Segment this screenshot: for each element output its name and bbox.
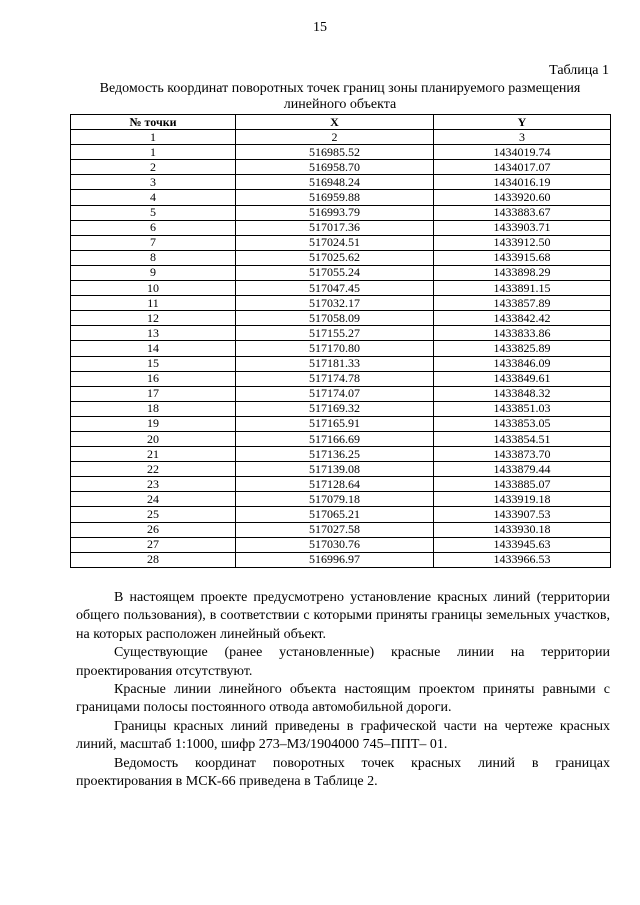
table-label: Таблица 1 [549, 63, 609, 78]
cell-point-number: 24 [71, 492, 236, 507]
table-body [71, 145, 611, 568]
column-number: 1 [71, 130, 236, 145]
cell-y: 1433848.32 [434, 386, 611, 401]
cell-y: 1434016.19 [434, 175, 611, 190]
cell-point-number: 3 [71, 175, 236, 190]
table-row [71, 190, 611, 205]
cell-point-number: 14 [71, 341, 236, 356]
cell-y: 1433907.53 [434, 507, 611, 522]
cell-y: 1433854.51 [434, 431, 611, 446]
cell-x: 516996.97 [236, 552, 434, 567]
cell-y: 1433903.71 [434, 220, 611, 235]
cell-point-number: 22 [71, 462, 236, 477]
table-row [71, 281, 611, 296]
cell-y: 1433873.70 [434, 447, 611, 462]
cell-point-number: 10 [71, 281, 236, 296]
cell-point-number: 12 [71, 311, 236, 326]
coordinates-table [70, 114, 611, 568]
cell-y: 1433912.50 [434, 235, 611, 250]
table-header-row [71, 115, 611, 130]
cell-point-number: 1 [71, 145, 236, 160]
cell-y: 1433879.44 [434, 462, 611, 477]
cell-x: 517155.27 [236, 326, 434, 341]
cell-x: 517047.45 [236, 281, 434, 296]
cell-point-number: 6 [71, 220, 236, 235]
page-number: 15 [313, 20, 327, 35]
table-row [71, 447, 611, 462]
table-row [71, 492, 611, 507]
cell-x: 517017.36 [236, 220, 434, 235]
cell-point-number: 27 [71, 537, 236, 552]
cell-y: 1433851.03 [434, 401, 611, 416]
cell-y: 1433846.09 [434, 356, 611, 371]
cell-point-number: 28 [71, 552, 236, 567]
cell-y: 1433891.15 [434, 281, 611, 296]
cell-y: 1433825.89 [434, 341, 611, 356]
table-row [71, 205, 611, 220]
header-x: X [236, 115, 434, 130]
cell-point-number: 23 [71, 477, 236, 492]
cell-y: 1433945.63 [434, 537, 611, 552]
cell-point-number: 26 [71, 522, 236, 537]
paragraph: В настоящем проекте предусмотрено установление красных линий (территории общего пользования), в соответствии с которыми приняты границы земельных участков, на которых расположен линейный объект. [76, 590, 610, 642]
cell-point-number: 21 [71, 447, 236, 462]
cell-y: 1434019.74 [434, 145, 611, 160]
cell-x: 516993.79 [236, 205, 434, 220]
cell-y: 1433885.07 [434, 477, 611, 492]
cell-point-number: 25 [71, 507, 236, 522]
cell-y: 1433966.53 [434, 552, 611, 567]
cell-x: 517058.09 [236, 311, 434, 326]
cell-x: 517055.24 [236, 265, 434, 280]
cell-x: 517169.32 [236, 401, 434, 416]
paragraph: Красные линии линейного объекта настоящим проектом приняты равными с границами полосы постоянного отвода автомобильной дороги. [76, 682, 610, 716]
cell-point-number: 17 [71, 386, 236, 401]
cell-x: 517065.21 [236, 507, 434, 522]
cell-point-number: 11 [71, 296, 236, 311]
cell-y: 1433833.86 [434, 326, 611, 341]
cell-y: 1433919.18 [434, 492, 611, 507]
cell-x: 516958.70 [236, 160, 434, 175]
table-row [71, 537, 611, 552]
cell-x: 517027.58 [236, 522, 434, 537]
cell-x: 517174.78 [236, 371, 434, 386]
cell-y: 1433857.89 [434, 296, 611, 311]
cell-point-number: 16 [71, 371, 236, 386]
table-row [71, 220, 611, 235]
header-y: Y [434, 115, 611, 130]
cell-y: 1433898.29 [434, 265, 611, 280]
cell-point-number: 19 [71, 416, 236, 431]
table-row [71, 522, 611, 537]
cell-x: 517128.64 [236, 477, 434, 492]
cell-x: 517032.17 [236, 296, 434, 311]
cell-point-number: 7 [71, 235, 236, 250]
table-row [71, 507, 611, 522]
table-row [71, 145, 611, 160]
cell-x: 517030.76 [236, 537, 434, 552]
cell-x: 517139.08 [236, 462, 434, 477]
cell-point-number: 15 [71, 356, 236, 371]
body-text [76, 589, 610, 791]
cell-y: 1433842.42 [434, 311, 611, 326]
table-row [71, 265, 611, 280]
cell-x: 517165.91 [236, 416, 434, 431]
table-row [71, 401, 611, 416]
cell-x: 517166.69 [236, 431, 434, 446]
cell-x: 517136.25 [236, 447, 434, 462]
table-row [71, 477, 611, 492]
cell-y: 1434017.07 [434, 160, 611, 175]
cell-x: 517024.51 [236, 235, 434, 250]
cell-y: 1433930.18 [434, 522, 611, 537]
table-row [71, 356, 611, 371]
table-title: Ведомость координат поворотных точек границ зоны планируемого размещения линейного объекта [99, 81, 581, 112]
table-row [71, 250, 611, 265]
cell-point-number: 18 [71, 401, 236, 416]
table-row [71, 386, 611, 401]
cell-x: 516948.24 [236, 175, 434, 190]
table-row [71, 175, 611, 190]
cell-point-number: 20 [71, 431, 236, 446]
paragraph: Существующие (ранее установленные) красные линии на территории проектирования отсутствуют. [76, 645, 610, 679]
table-row [71, 416, 611, 431]
cell-x: 517079.18 [236, 492, 434, 507]
cell-x: 516959.88 [236, 190, 434, 205]
table-row [71, 311, 611, 326]
table-row [71, 462, 611, 477]
cell-y: 1433849.61 [434, 371, 611, 386]
cell-x: 517170.80 [236, 341, 434, 356]
cell-point-number: 5 [71, 205, 236, 220]
cell-x: 517025.62 [236, 250, 434, 265]
header-point-number: № точки [71, 115, 236, 130]
paragraph: Ведомость координат поворотных точек красных линий в границах проектирования в МСК-66 приведена в Таблице 2. [76, 755, 610, 790]
column-numbers-row [71, 130, 611, 145]
column-number: 3 [434, 130, 611, 145]
cell-x: 516985.52 [236, 145, 434, 160]
cell-point-number: 8 [71, 250, 236, 265]
cell-point-number: 13 [71, 326, 236, 341]
cell-x: 517174.07 [236, 386, 434, 401]
cell-point-number: 4 [71, 190, 236, 205]
cell-y: 1433920.60 [434, 190, 611, 205]
cell-x: 517181.33 [236, 356, 434, 371]
cell-y: 1433915.68 [434, 250, 611, 265]
table-row [71, 552, 611, 567]
table-row [71, 296, 611, 311]
table-row [71, 371, 611, 386]
table-row [71, 341, 611, 356]
paragraph: Границы красных линий приведены в графической части на чертеже красных линий, масштаб 1:1000, шифр 273–МЗ/1904000 745–ППТ– 01. [76, 718, 610, 753]
cell-point-number: 9 [71, 265, 236, 280]
cell-y: 1433853.05 [434, 416, 611, 431]
cell-point-number: 2 [71, 160, 236, 175]
table-row [71, 160, 611, 175]
column-number: 2 [236, 130, 434, 145]
table-row [71, 235, 611, 250]
cell-y: 1433883.67 [434, 205, 611, 220]
table-row [71, 326, 611, 341]
table-row [71, 431, 611, 446]
